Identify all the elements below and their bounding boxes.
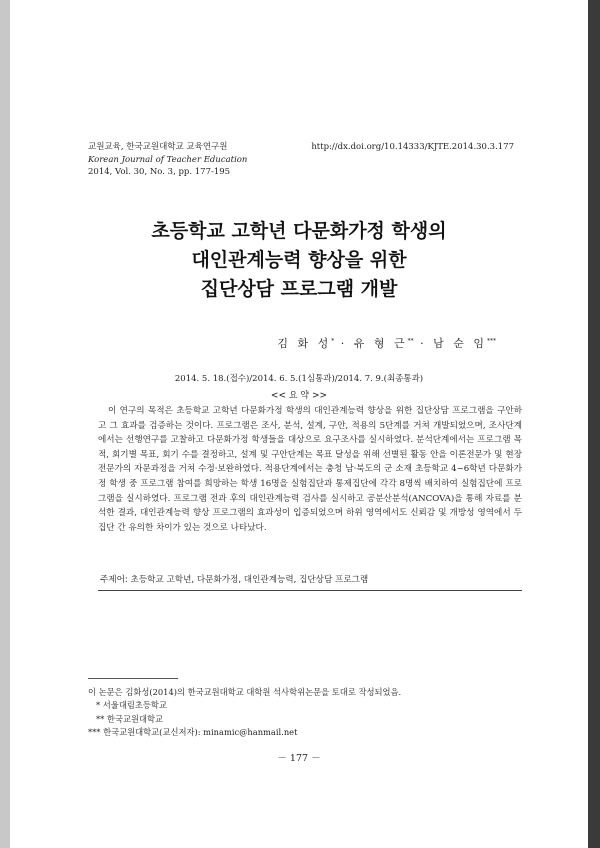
- abstract-text: 이 연구의 목적은 초등학교 고학년 다문화가정 학생의 대인관계능력 향상을 위한 집단상담 프로그램을 구안하고 그 효과를 검증하는 것이다. 프로그램은 조사, 분석, 설계, 구안, 적용의 5단계를 거쳐 개발되었으며, 조사단계에서는 선행연구를 고찰하고 다문화가정 학생들을 대상으로 요구조사를 실시하였다. 분석단계에서는 프로그램 목적, 회기별 목표, 회기 수를 결정하고, 설계 및 구안단계는 목표 달성을 위해 선별된 활동 안을 이론전문가 및 현장전문가의 자문과정을 거쳐 수정·보완하였다. 적용단계에서는 충청 남·북도의 군 소재 초등학교 4~6학년 다문화가정 학생 중 프로그램 참여를 희망하는 학생 16명을 실험집단과 통제집단에 각각 8명씩 배치하여 실험집단에 프로그램을 실시하였다. 프로그램 전과 후의 대인관계능력 검사를 실시하고 공분산분석(ANCOVA)을 통해 자료를 분석한 결과, 대인관계능력 향상 프로그램의 효과성이 입증되었으며 하위 영역에서도 신뢰감 및 개방성 영역에서 두 집단 간 유의한 차이가 있는 것으로 나타났다.: [98, 406, 522, 533]
- author-3-mark: ***: [487, 337, 496, 345]
- author-separator: ·: [340, 337, 348, 350]
- right-margin-strip: [588, 0, 600, 848]
- footnotes: [88, 686, 401, 739]
- journal-header: [88, 141, 247, 179]
- doi-link[interactable]: http://dx.doi.org/10.14333/KJTE.2014.30.3.177: [311, 142, 514, 152]
- footnote-main: 이 논문은 김화성(2014)의 한국교원대학교 대학원 석사학위논문을 토대로 작성되었음.: [88, 687, 402, 697]
- document-page: [10, 0, 588, 848]
- author-2: 유 형 근: [353, 337, 408, 350]
- footnote-2: ** 한국교원대학교: [96, 713, 164, 724]
- submission-dates: 2014. 5. 18.(접수)/2014. 6. 5.(1심통과)/2014. 7. 9.(최종통과): [174, 374, 424, 384]
- title-line-3: 집단상담 프로그램 개발: [200, 278, 398, 300]
- author-list: [277, 335, 496, 351]
- keywords: 주제어: 초등학교 고학년, 다문화가정, 대인관계능력, 집단상담 프로그램: [100, 575, 369, 585]
- author-separator: ·: [420, 337, 427, 350]
- left-margin-strip: [0, 0, 10, 848]
- footnote-3: *** 한국교원대학교(교신저자): minamic@hanmail.net: [88, 726, 298, 737]
- footnote-divider: [88, 678, 178, 679]
- journal-name: Korean Journal of Teacher Education: [88, 154, 248, 165]
- footnote-1: * 서울대림초등학교: [96, 700, 167, 711]
- title-line-1: 초등학교 고학년 다문화가정 학생의: [151, 220, 447, 242]
- volume-line: 2014, Vol. 30, No. 3, pp. 177-195: [88, 167, 231, 177]
- author-2-mark: **: [407, 337, 414, 345]
- keywords-divider: [98, 590, 522, 591]
- page-number: － 177 －: [277, 753, 321, 764]
- author-3: 남 순 임: [433, 337, 487, 350]
- paper-title: [10, 217, 588, 304]
- author-1: 김 화 성: [277, 337, 332, 350]
- abstract-heading: << 요 약 >>: [270, 391, 328, 401]
- title-line-2: 대인관계능력 향상을 위한: [191, 249, 407, 271]
- author-1-mark: *: [331, 337, 335, 345]
- publisher-line: 교원교육, 한국교원대학교 교육연구원: [88, 142, 228, 152]
